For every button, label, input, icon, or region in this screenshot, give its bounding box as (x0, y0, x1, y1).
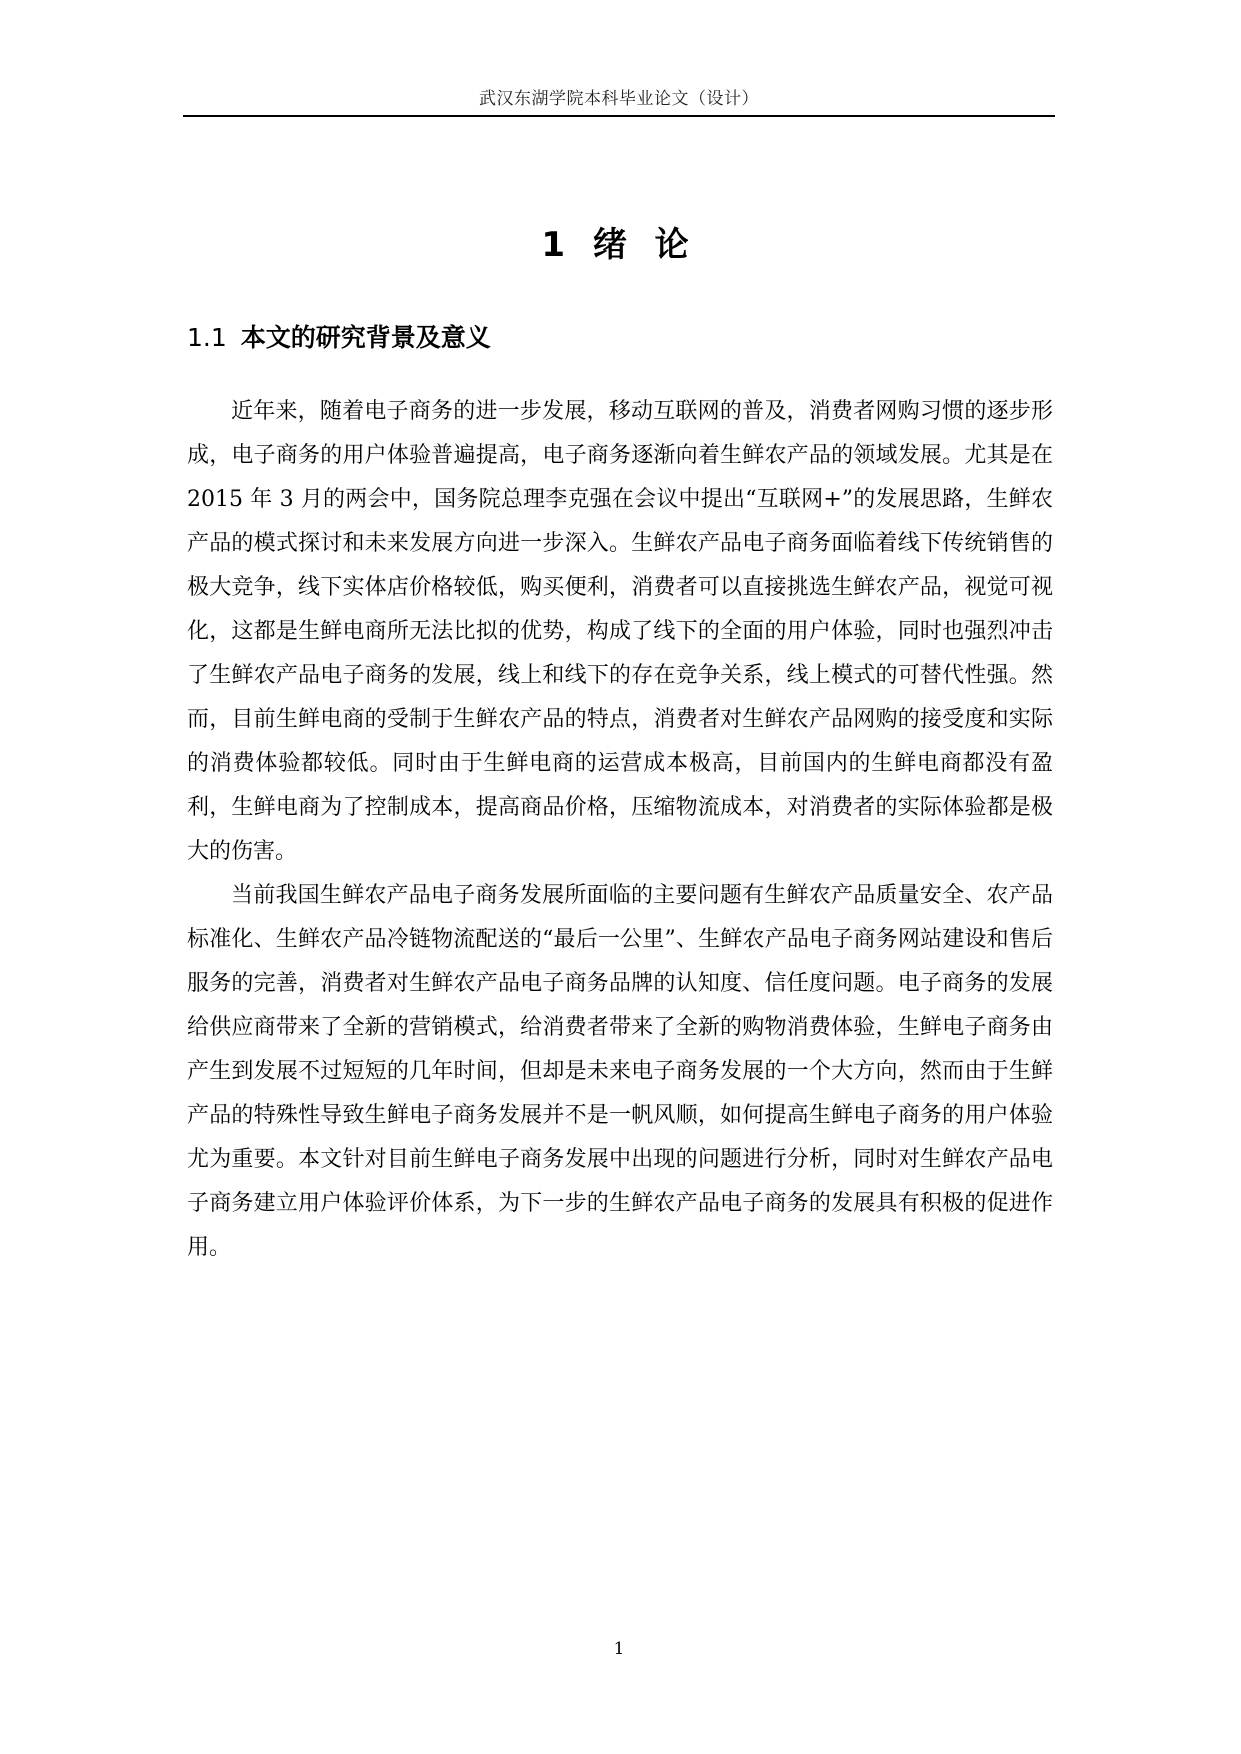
page-number: 1 (613, 1639, 625, 1659)
chapter-title: 1 绪 论 (541, 225, 697, 265)
paragraph: 当前我国生鲜农产品电子商务发展所面临的主要问题有生鲜农产品质量安全、农产品标准化、生鲜农产品冷链物流配送的“最后一公里”、生鲜农产品电子商务网站建设和售后服务的完善，消费者对生鲜农产品电子商务品牌的认知度、信任度问题。电子商务的发展给供应商带来了全新的营销模式，给消费者带来了全新的购物消费体验，生鲜电子商务由产生到发展不过短短的几年时间，但却是未来电子商务发展的一个大方向，然而由于生鲜产品的特殊性导致生鲜电子商务发展并不是一帆风顺，如何提高生鲜电子商务的用户体验尤为重要。本文针对目前生鲜电子商务发展中出现的问题进行分析，同时对生鲜农产品电子商务建立用户体验评价体系，为下一步的生鲜农产品电子商务的发展具有积极的促进作用。 (187, 883, 1053, 1260)
paragraph: 近年来，随着电子商务的进一步发展，移动互联网的普及，消费者网购习惯的逐步形成，电子商务的用户体验普遍提高，电子商务逐渐向着生鲜农产品的领域发展。尤其是在 2015 年 3 月的两会中，国务院总理李克强在会议中提出“互联网+”的发展思路，生鲜农产品的模式探讨和未来发展方向进一步深入。生鲜农产品电子商务面临着线下传统销售的极大竞争，线下实体店价格较低，购买便利，消费者可以直接挑选生鲜农产品，视觉可视化，这都是生鲜电商所无法比拟的优势，构成了线下的全面的用户体验，同时也强烈冲击了生鲜农产品电子商务的发展，线上和线下的存在竞争关系，线上模式的可替代性强。然而，目前生鲜电商的受制于生鲜农产品的特点，消费者对生鲜农产品网购的接受度和实际的消费体验都较低。同时由于生鲜电商的运营成本极高，目前国内的生鲜电商都没有盈利，生鲜电商为了控制成本，提高商品价格，压缩物流成本，对消费者的实际体验都是极大的伤害。 (187, 399, 1053, 864)
section-heading (187, 320, 491, 356)
running-header-title: 武汉东湖学院本科毕业论文（设计） (479, 89, 759, 109)
section-title: 本文的研究背景及意义 (240, 323, 491, 352)
section-number: 1.1 (187, 323, 227, 352)
body-text (187, 390, 1053, 1270)
header-rule (183, 115, 1055, 117)
